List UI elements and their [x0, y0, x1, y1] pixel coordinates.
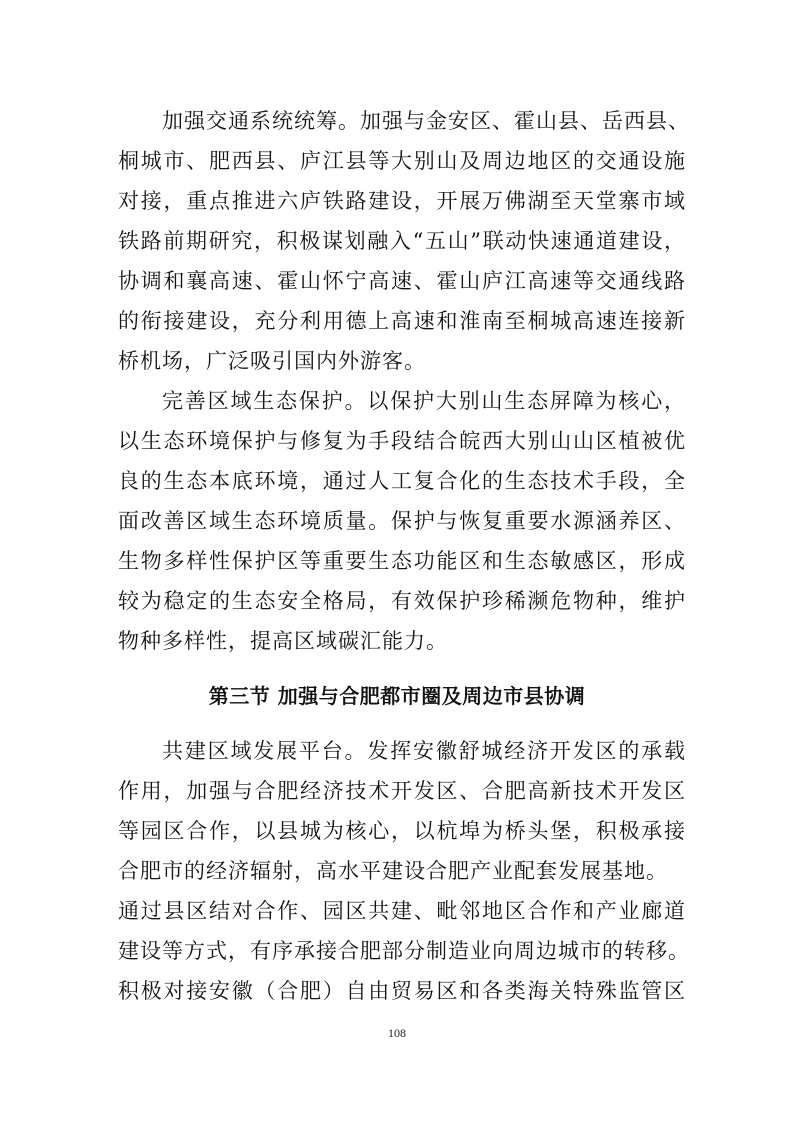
paragraph-line: 协调和襄高速、霍山怀宁高速、霍山庐江高速等交通线路 [118, 269, 686, 293]
page-number: 108 [388, 1026, 406, 1040]
paragraph-line: 等园区合作，以县城为核心，以杭埠为桥头堡，积极承接 [118, 819, 686, 843]
paragraph-line [118, 732, 686, 770]
paragraph-line: 铁路前期研究，积极谋划融入“五山”联动快速通道建设， [118, 229, 686, 253]
paragraph-text: 以保护大别山生态屏障为核心， [367, 389, 687, 413]
paragraph-line: 建设等方式，有序承接合肥部分制造业向周边城市的转移。 [118, 939, 690, 963]
paragraph-line: 以生态环境保护与修复为手段结合皖西大别山山区植被优 [118, 429, 686, 453]
paragraph-line: 物种多样性，提高区域碳汇能力。 [118, 629, 448, 653]
paragraph-line: 较为稳定的生态安全格局，有效保护珍稀濒危物种，维护 [118, 589, 686, 613]
paragraph-line: 面改善区域生态环境质量。保护与恢复重要水源涵养区、 [118, 509, 686, 533]
paragraph-line: 桐城市、肥西县、庐江县等大别山及周边地区的交通设施 [118, 149, 686, 173]
paragraph-line: 通过县区结对合作、园区共建、毗邻地区合作和产业廊道 [118, 899, 686, 923]
paragraph-line: 合肥市的经济辐射，高水平建设合肥产业配套发展基地。 [118, 859, 668, 883]
paragraph-line: 生物多样性保护区等重要生态功能区和生态敏感区，形成 [118, 549, 686, 573]
paragraph-text: 加强与金安区、霍山县、岳西县、 [360, 109, 690, 133]
paragraph-lead-heading: 完善区域生态保护。 [162, 389, 368, 413]
paragraph-lead-heading: 共建区域发展平台。 [162, 739, 368, 763]
paragraph-line: 积极对接安徽（合肥）自由贸易区和各类海关特殊监管区 [118, 979, 686, 1003]
paragraph-text: 发挥安徽舒城经济开发区的承载 [367, 739, 687, 763]
paragraph-line [118, 382, 686, 420]
paragraph-line: 的衔接建设，充分利用德上高速和淮南至桐城高速连接新 [118, 309, 686, 333]
paragraph-lead-heading: 加强交通系统统筹。 [162, 109, 360, 133]
paragraph-line [118, 102, 690, 140]
paragraph-line: 桥机场，广泛吸引国内外游客。 [118, 349, 426, 373]
paragraph-line: 良的生态本底环境，通过人工复合化的生态技术手段，全 [118, 469, 686, 493]
paragraph-line: 对接，重点推进六庐铁路建设，开展万佛湖至天堂寨市域 [118, 189, 686, 213]
paragraph-line: 作用，加强与合肥经济技术开发区、合肥高新技术开发区 [118, 779, 686, 803]
section-heading: 第三节 加强与合肥都市圈及周边市县协调 [208, 684, 586, 708]
